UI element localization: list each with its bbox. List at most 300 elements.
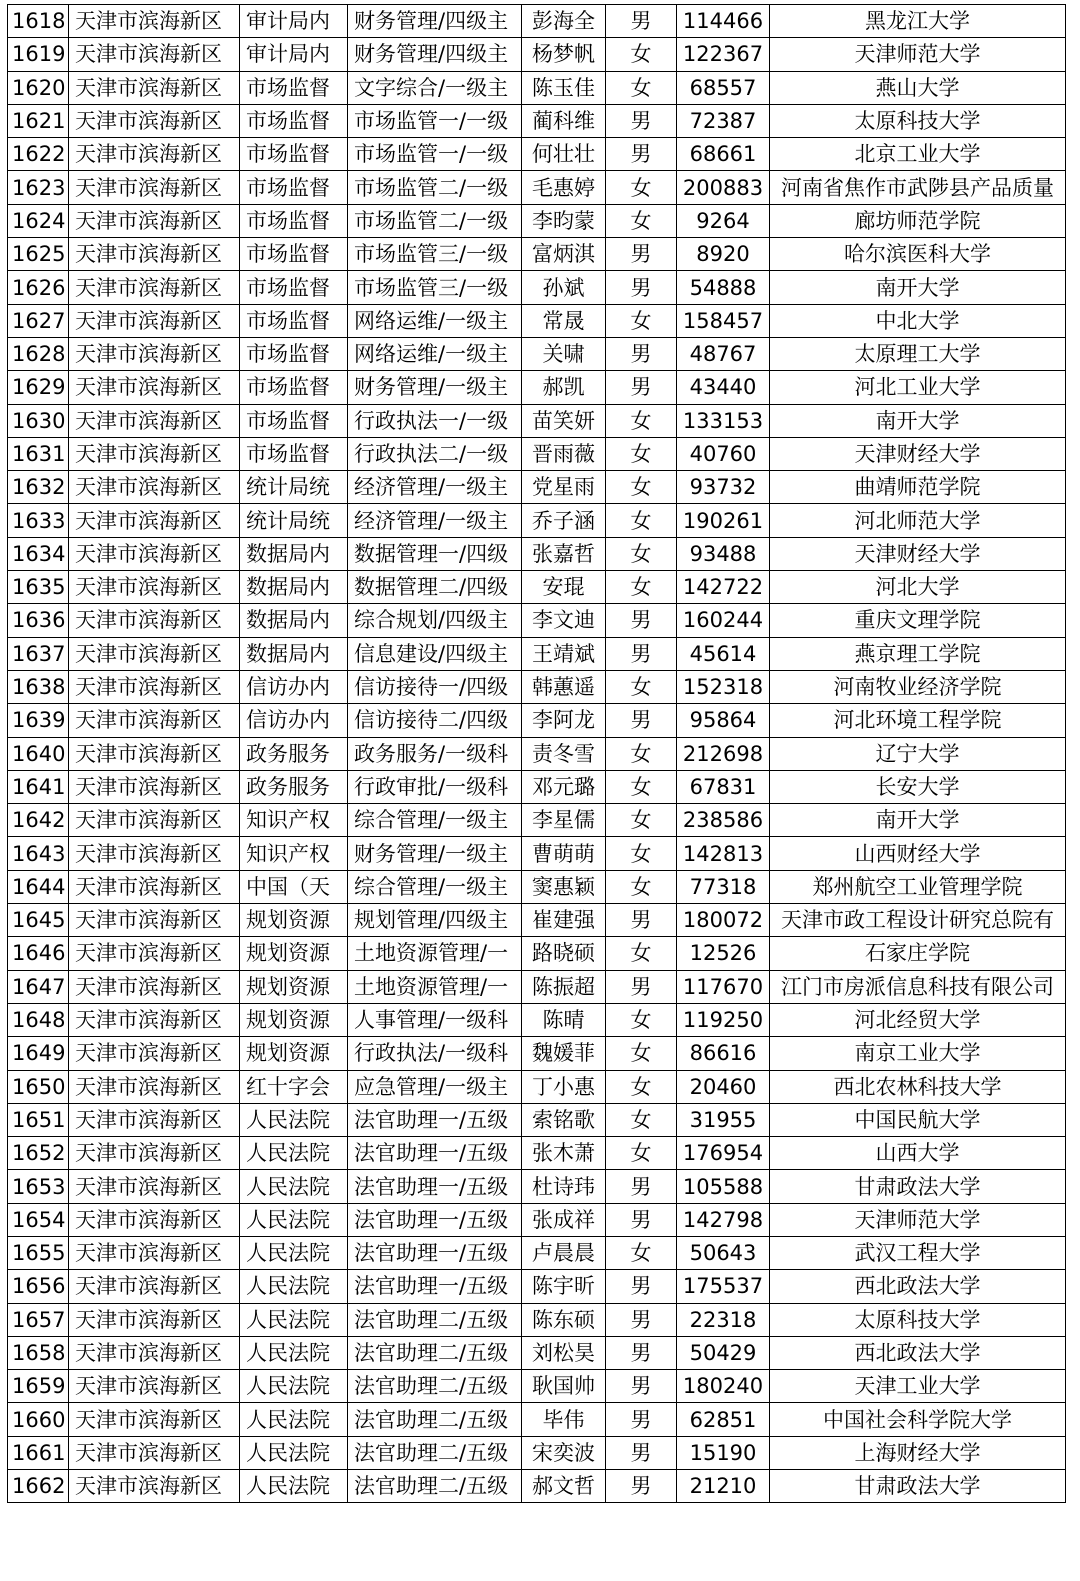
school-cell: 辽宁大学 — [770, 737, 1066, 770]
row-number-cell: 1645 — [8, 904, 69, 937]
table-row — [8, 1170, 1066, 1203]
name-cell: 耿国帅 — [522, 1370, 606, 1403]
region-cell: 天津市滨海新区 — [69, 837, 240, 870]
position-cell: 法官助理二/五级 — [348, 1303, 522, 1336]
school-cell: 西北政法大学 — [770, 1336, 1066, 1369]
table-row — [8, 337, 1066, 370]
department-cell: 政务服务 — [240, 770, 348, 803]
row-number-cell: 1626 — [8, 271, 69, 304]
table-row — [8, 870, 1066, 903]
row-number-cell: 1652 — [8, 1137, 69, 1170]
region-cell: 天津市滨海新区 — [69, 1270, 240, 1303]
gender-cell: 男 — [606, 371, 677, 404]
department-cell: 人民法院 — [240, 1470, 348, 1503]
position-cell: 经济管理/一级主 — [348, 504, 522, 537]
score-cell: 22318 — [677, 1303, 770, 1336]
region-cell: 天津市滨海新区 — [69, 937, 240, 970]
position-cell: 信访接待一/四级 — [348, 670, 522, 703]
name-cell: 党星雨 — [522, 471, 606, 504]
row-number-cell: 1625 — [8, 238, 69, 271]
name-cell: 毛惠婷 — [522, 171, 606, 204]
score-cell: 142813 — [677, 837, 770, 870]
position-cell: 应急管理/一级主 — [348, 1070, 522, 1103]
table-row — [8, 437, 1066, 470]
school-cell: 郑州航空工业管理学院 — [770, 870, 1066, 903]
name-cell: 陈东硕 — [522, 1303, 606, 1336]
score-cell: 20460 — [677, 1070, 770, 1103]
position-cell: 信访接待二/四级 — [348, 704, 522, 737]
region-cell: 天津市滨海新区 — [69, 770, 240, 803]
school-cell: 天津市政工程设计研究总院有 — [770, 904, 1066, 937]
row-number-cell: 1629 — [8, 371, 69, 404]
school-cell: 北京工业大学 — [770, 138, 1066, 171]
row-number-cell: 1641 — [8, 770, 69, 803]
gender-cell: 女 — [606, 1070, 677, 1103]
gender-cell: 女 — [606, 804, 677, 837]
name-cell: 卢晨晨 — [522, 1236, 606, 1269]
name-cell: 韩蕙遥 — [522, 670, 606, 703]
row-number-cell: 1647 — [8, 970, 69, 1003]
region-cell: 天津市滨海新区 — [69, 404, 240, 437]
row-number-cell: 1659 — [8, 1370, 69, 1403]
region-cell: 天津市滨海新区 — [69, 637, 240, 670]
table-row — [8, 1003, 1066, 1036]
region-cell: 天津市滨海新区 — [69, 1236, 240, 1269]
name-cell: 常晟 — [522, 304, 606, 337]
gender-cell: 男 — [606, 970, 677, 1003]
department-cell: 市场监督 — [240, 404, 348, 437]
school-cell: 中北大学 — [770, 304, 1066, 337]
school-cell: 天津财经大学 — [770, 437, 1066, 470]
school-cell: 燕山大学 — [770, 71, 1066, 104]
table-row — [8, 1436, 1066, 1469]
department-cell: 规划资源 — [240, 1003, 348, 1036]
row-number-cell: 1660 — [8, 1403, 69, 1436]
score-cell: 50643 — [677, 1236, 770, 1269]
position-cell: 财务管理/四级主 — [348, 38, 522, 71]
gender-cell: 女 — [606, 171, 677, 204]
department-cell: 规划资源 — [240, 904, 348, 937]
position-cell: 规划管理/四级主 — [348, 904, 522, 937]
row-number-cell: 1644 — [8, 870, 69, 903]
position-cell: 市场监管三/一级 — [348, 238, 522, 271]
gender-cell: 男 — [606, 1470, 677, 1503]
gender-cell: 女 — [606, 1103, 677, 1136]
department-cell: 市场监督 — [240, 371, 348, 404]
region-cell: 天津市滨海新区 — [69, 704, 240, 737]
position-cell: 网络运维/一级主 — [348, 304, 522, 337]
department-cell: 市场监督 — [240, 437, 348, 470]
table-row — [8, 571, 1066, 604]
school-cell: 河北师范大学 — [770, 504, 1066, 537]
position-cell: 行政执法/一级科 — [348, 1037, 522, 1070]
position-cell: 法官助理一/五级 — [348, 1203, 522, 1236]
name-cell: 安琨 — [522, 571, 606, 604]
department-cell: 市场监督 — [240, 104, 348, 137]
school-cell: 石家庄学院 — [770, 937, 1066, 970]
school-cell: 曲靖师范学院 — [770, 471, 1066, 504]
position-cell: 法官助理一/五级 — [348, 1170, 522, 1203]
name-cell: 彭海全 — [522, 5, 606, 38]
gender-cell: 女 — [606, 1037, 677, 1070]
position-cell: 法官助理一/五级 — [348, 1103, 522, 1136]
row-number-cell: 1655 — [8, 1236, 69, 1269]
region-cell: 天津市滨海新区 — [69, 904, 240, 937]
position-cell: 数据管理一/四级 — [348, 537, 522, 570]
region-cell: 天津市滨海新区 — [69, 737, 240, 770]
score-cell: 117670 — [677, 970, 770, 1003]
gender-cell: 女 — [606, 670, 677, 703]
region-cell: 天津市滨海新区 — [69, 337, 240, 370]
row-number-cell: 1658 — [8, 1336, 69, 1369]
row-number-cell: 1656 — [8, 1270, 69, 1303]
score-cell: 142722 — [677, 571, 770, 604]
region-cell: 天津市滨海新区 — [69, 437, 240, 470]
region-cell: 天津市滨海新区 — [69, 138, 240, 171]
region-cell: 天津市滨海新区 — [69, 238, 240, 271]
score-cell: 48767 — [677, 337, 770, 370]
score-cell: 152318 — [677, 670, 770, 703]
position-cell: 文字综合/一级主 — [348, 71, 522, 104]
position-cell: 市场监管一/一级 — [348, 104, 522, 137]
gender-cell: 女 — [606, 71, 677, 104]
gender-cell: 女 — [606, 1137, 677, 1170]
table-row — [8, 304, 1066, 337]
gender-cell: 男 — [606, 1203, 677, 1236]
table-row — [8, 238, 1066, 271]
department-cell: 人民法院 — [240, 1336, 348, 1369]
name-cell: 刘松昊 — [522, 1336, 606, 1369]
region-cell: 天津市滨海新区 — [69, 204, 240, 237]
gender-cell: 女 — [606, 571, 677, 604]
name-cell: 陈晴 — [522, 1003, 606, 1036]
region-cell: 天津市滨海新区 — [69, 104, 240, 137]
score-cell: 180072 — [677, 904, 770, 937]
name-cell: 陈玉佳 — [522, 71, 606, 104]
score-cell: 31955 — [677, 1103, 770, 1136]
school-cell: 甘肃政法大学 — [770, 1470, 1066, 1503]
table-row — [8, 371, 1066, 404]
department-cell: 市场监督 — [240, 337, 348, 370]
score-cell: 54888 — [677, 271, 770, 304]
gender-cell: 男 — [606, 1270, 677, 1303]
region-cell: 天津市滨海新区 — [69, 1003, 240, 1036]
region-cell: 天津市滨海新区 — [69, 1303, 240, 1336]
region-cell: 天津市滨海新区 — [69, 304, 240, 337]
name-cell: 张成祥 — [522, 1203, 606, 1236]
name-cell: 丁小惠 — [522, 1070, 606, 1103]
department-cell: 人民法院 — [240, 1403, 348, 1436]
row-number-cell: 1646 — [8, 937, 69, 970]
region-cell: 天津市滨海新区 — [69, 1137, 240, 1170]
school-cell: 哈尔滨医科大学 — [770, 238, 1066, 271]
gender-cell: 女 — [606, 737, 677, 770]
score-cell: 190261 — [677, 504, 770, 537]
name-cell: 张嘉哲 — [522, 537, 606, 570]
department-cell: 市场监督 — [240, 138, 348, 171]
row-number-cell: 1631 — [8, 437, 69, 470]
department-cell: 市场监督 — [240, 171, 348, 204]
row-number-cell: 1657 — [8, 1303, 69, 1336]
score-cell: 180240 — [677, 1370, 770, 1403]
name-cell: 杜诗玮 — [522, 1170, 606, 1203]
name-cell: 魏媛菲 — [522, 1037, 606, 1070]
department-cell: 统计局统 — [240, 504, 348, 537]
school-cell: 天津财经大学 — [770, 537, 1066, 570]
department-cell: 知识产权 — [240, 837, 348, 870]
department-cell: 人民法院 — [240, 1137, 348, 1170]
school-cell: 甘肃政法大学 — [770, 1170, 1066, 1203]
school-cell: 河北大学 — [770, 571, 1066, 604]
table-row — [8, 937, 1066, 970]
school-cell: 河北环境工程学院 — [770, 704, 1066, 737]
name-cell: 崔建强 — [522, 904, 606, 937]
region-cell: 天津市滨海新区 — [69, 1436, 240, 1469]
table-row — [8, 1070, 1066, 1103]
table-row — [8, 1103, 1066, 1136]
name-cell: 李星儒 — [522, 804, 606, 837]
table-row — [8, 1137, 1066, 1170]
row-number-cell: 1648 — [8, 1003, 69, 1036]
score-cell: 86616 — [677, 1037, 770, 1070]
school-cell: 天津师范大学 — [770, 1203, 1066, 1236]
region-cell: 天津市滨海新区 — [69, 870, 240, 903]
table-row — [8, 1403, 1066, 1436]
region-cell: 天津市滨海新区 — [69, 970, 240, 1003]
school-cell: 太原科技大学 — [770, 1303, 1066, 1336]
table-row — [8, 770, 1066, 803]
gender-cell: 女 — [606, 770, 677, 803]
department-cell: 数据局内 — [240, 571, 348, 604]
gender-cell: 女 — [606, 837, 677, 870]
table-row — [8, 537, 1066, 570]
score-cell: 160244 — [677, 604, 770, 637]
gender-cell: 男 — [606, 271, 677, 304]
score-cell: 8920 — [677, 238, 770, 271]
department-cell: 市场监督 — [240, 304, 348, 337]
gender-cell: 男 — [606, 704, 677, 737]
position-cell: 法官助理二/五级 — [348, 1436, 522, 1469]
school-cell: 西北政法大学 — [770, 1270, 1066, 1303]
school-cell: 南开大学 — [770, 271, 1066, 304]
table-row — [8, 637, 1066, 670]
department-cell: 红十字会 — [240, 1070, 348, 1103]
row-number-cell: 1651 — [8, 1103, 69, 1136]
name-cell: 李文迪 — [522, 604, 606, 637]
position-cell: 市场监管三/一级 — [348, 271, 522, 304]
department-cell: 人民法院 — [240, 1370, 348, 1403]
school-cell: 江门市房派信息科技有限公司 — [770, 970, 1066, 1003]
table-row — [8, 1470, 1066, 1503]
position-cell: 市场监管二/一级 — [348, 204, 522, 237]
gender-cell: 女 — [606, 937, 677, 970]
row-number-cell: 1636 — [8, 604, 69, 637]
school-cell: 河北经贸大学 — [770, 1003, 1066, 1036]
row-number-cell: 1654 — [8, 1203, 69, 1236]
table-row — [8, 804, 1066, 837]
row-number-cell: 1653 — [8, 1170, 69, 1203]
school-cell: 太原理工大学 — [770, 337, 1066, 370]
school-cell: 廊坊师范学院 — [770, 204, 1066, 237]
row-number-cell: 1623 — [8, 171, 69, 204]
name-cell: 关啸 — [522, 337, 606, 370]
gender-cell: 男 — [606, 904, 677, 937]
school-cell: 山西财经大学 — [770, 837, 1066, 870]
gender-cell: 女 — [606, 471, 677, 504]
name-cell: 邓元璐 — [522, 770, 606, 803]
name-cell: 陈振超 — [522, 970, 606, 1003]
table-body — [8, 5, 1066, 1503]
position-cell: 数据管理二/四级 — [348, 571, 522, 604]
department-cell: 人民法院 — [240, 1103, 348, 1136]
row-number-cell: 1639 — [8, 704, 69, 737]
gender-cell: 男 — [606, 337, 677, 370]
score-cell: 68557 — [677, 71, 770, 104]
region-cell: 天津市滨海新区 — [69, 1470, 240, 1503]
row-number-cell: 1618 — [8, 5, 69, 38]
position-cell: 法官助理二/五级 — [348, 1403, 522, 1436]
gender-cell: 男 — [606, 5, 677, 38]
name-cell: 杨梦帆 — [522, 38, 606, 71]
position-cell: 综合管理/一级主 — [348, 870, 522, 903]
region-cell: 天津市滨海新区 — [69, 1170, 240, 1203]
score-cell: 133153 — [677, 404, 770, 437]
region-cell: 天津市滨海新区 — [69, 670, 240, 703]
row-number-cell: 1619 — [8, 38, 69, 71]
score-cell: 9264 — [677, 204, 770, 237]
department-cell: 审计局内 — [240, 5, 348, 38]
gender-cell: 男 — [606, 1336, 677, 1369]
region-cell: 天津市滨海新区 — [69, 1037, 240, 1070]
school-cell: 天津师范大学 — [770, 38, 1066, 71]
department-cell: 规划资源 — [240, 937, 348, 970]
table-row — [8, 171, 1066, 204]
position-cell: 市场监管二/一级 — [348, 171, 522, 204]
table-row — [8, 104, 1066, 137]
score-cell: 72387 — [677, 104, 770, 137]
school-cell: 中国社会科学院大学 — [770, 1403, 1066, 1436]
table-row — [8, 271, 1066, 304]
score-cell: 176954 — [677, 1137, 770, 1170]
table-row — [8, 604, 1066, 637]
school-cell: 南京工业大学 — [770, 1037, 1066, 1070]
row-number-cell: 1632 — [8, 471, 69, 504]
name-cell: 索铭歌 — [522, 1103, 606, 1136]
name-cell: 陈宇昕 — [522, 1270, 606, 1303]
score-cell: 114466 — [677, 5, 770, 38]
gender-cell: 男 — [606, 104, 677, 137]
gender-cell: 女 — [606, 504, 677, 537]
score-cell: 50429 — [677, 1336, 770, 1369]
score-cell: 175537 — [677, 1270, 770, 1303]
position-cell: 人事管理/一级科 — [348, 1003, 522, 1036]
row-number-cell: 1640 — [8, 737, 69, 770]
school-cell: 西北农林科技大学 — [770, 1070, 1066, 1103]
position-cell: 综合规划/四级主 — [348, 604, 522, 637]
gender-cell: 男 — [606, 1170, 677, 1203]
gender-cell: 女 — [606, 404, 677, 437]
score-cell: 12526 — [677, 937, 770, 970]
region-cell: 天津市滨海新区 — [69, 371, 240, 404]
score-cell: 77318 — [677, 870, 770, 903]
gender-cell: 男 — [606, 1303, 677, 1336]
score-cell: 68661 — [677, 138, 770, 171]
table-row — [8, 38, 1066, 71]
table-row — [8, 204, 1066, 237]
score-cell: 15190 — [677, 1436, 770, 1469]
row-number-cell: 1635 — [8, 571, 69, 604]
row-number-cell: 1650 — [8, 1070, 69, 1103]
region-cell: 天津市滨海新区 — [69, 1370, 240, 1403]
school-cell: 山西大学 — [770, 1137, 1066, 1170]
name-cell: 郝凯 — [522, 371, 606, 404]
score-cell: 93488 — [677, 537, 770, 570]
school-cell: 河南省焦作市武陟县产品质量 — [770, 171, 1066, 204]
name-cell: 富炳淇 — [522, 238, 606, 271]
table-row — [8, 5, 1066, 38]
score-cell: 122367 — [677, 38, 770, 71]
department-cell: 人民法院 — [240, 1236, 348, 1269]
department-cell: 信访办内 — [240, 704, 348, 737]
table-row — [8, 904, 1066, 937]
school-cell: 天津工业大学 — [770, 1370, 1066, 1403]
gender-cell: 女 — [606, 1003, 677, 1036]
row-number-cell: 1628 — [8, 337, 69, 370]
gender-cell: 男 — [606, 1436, 677, 1469]
school-cell: 中国民航大学 — [770, 1103, 1066, 1136]
region-cell: 天津市滨海新区 — [69, 271, 240, 304]
table-row — [8, 471, 1066, 504]
school-cell: 上海财经大学 — [770, 1436, 1066, 1469]
position-cell: 综合管理/一级主 — [348, 804, 522, 837]
gender-cell: 女 — [606, 38, 677, 71]
table-row — [8, 1203, 1066, 1236]
row-number-cell: 1649 — [8, 1037, 69, 1070]
department-cell: 市场监督 — [240, 71, 348, 104]
position-cell: 财务管理/一级主 — [348, 837, 522, 870]
table-row — [8, 504, 1066, 537]
name-cell: 何壮壮 — [522, 138, 606, 171]
name-cell: 毕伟 — [522, 1403, 606, 1436]
region-cell: 天津市滨海新区 — [69, 537, 240, 570]
row-number-cell: 1630 — [8, 404, 69, 437]
score-cell: 93732 — [677, 471, 770, 504]
school-cell: 太原科技大学 — [770, 104, 1066, 137]
position-cell: 信息建设/四级主 — [348, 637, 522, 670]
department-cell: 知识产权 — [240, 804, 348, 837]
score-cell: 119250 — [677, 1003, 770, 1036]
department-cell: 人民法院 — [240, 1270, 348, 1303]
row-number-cell: 1642 — [8, 804, 69, 837]
name-cell: 路晓硕 — [522, 937, 606, 970]
department-cell: 市场监督 — [240, 271, 348, 304]
school-cell: 黑龙江大学 — [770, 5, 1066, 38]
position-cell: 法官助理二/五级 — [348, 1336, 522, 1369]
name-cell: 王靖斌 — [522, 637, 606, 670]
table-row — [8, 837, 1066, 870]
row-number-cell: 1638 — [8, 670, 69, 703]
department-cell: 规划资源 — [240, 970, 348, 1003]
region-cell: 天津市滨海新区 — [69, 504, 240, 537]
school-cell: 河北工业大学 — [770, 371, 1066, 404]
score-cell: 21210 — [677, 1470, 770, 1503]
gender-cell: 女 — [606, 870, 677, 903]
position-cell: 法官助理二/五级 — [348, 1470, 522, 1503]
region-cell: 天津市滨海新区 — [69, 1103, 240, 1136]
row-number-cell: 1633 — [8, 504, 69, 537]
name-cell: 孙斌 — [522, 271, 606, 304]
position-cell: 法官助理一/五级 — [348, 1236, 522, 1269]
